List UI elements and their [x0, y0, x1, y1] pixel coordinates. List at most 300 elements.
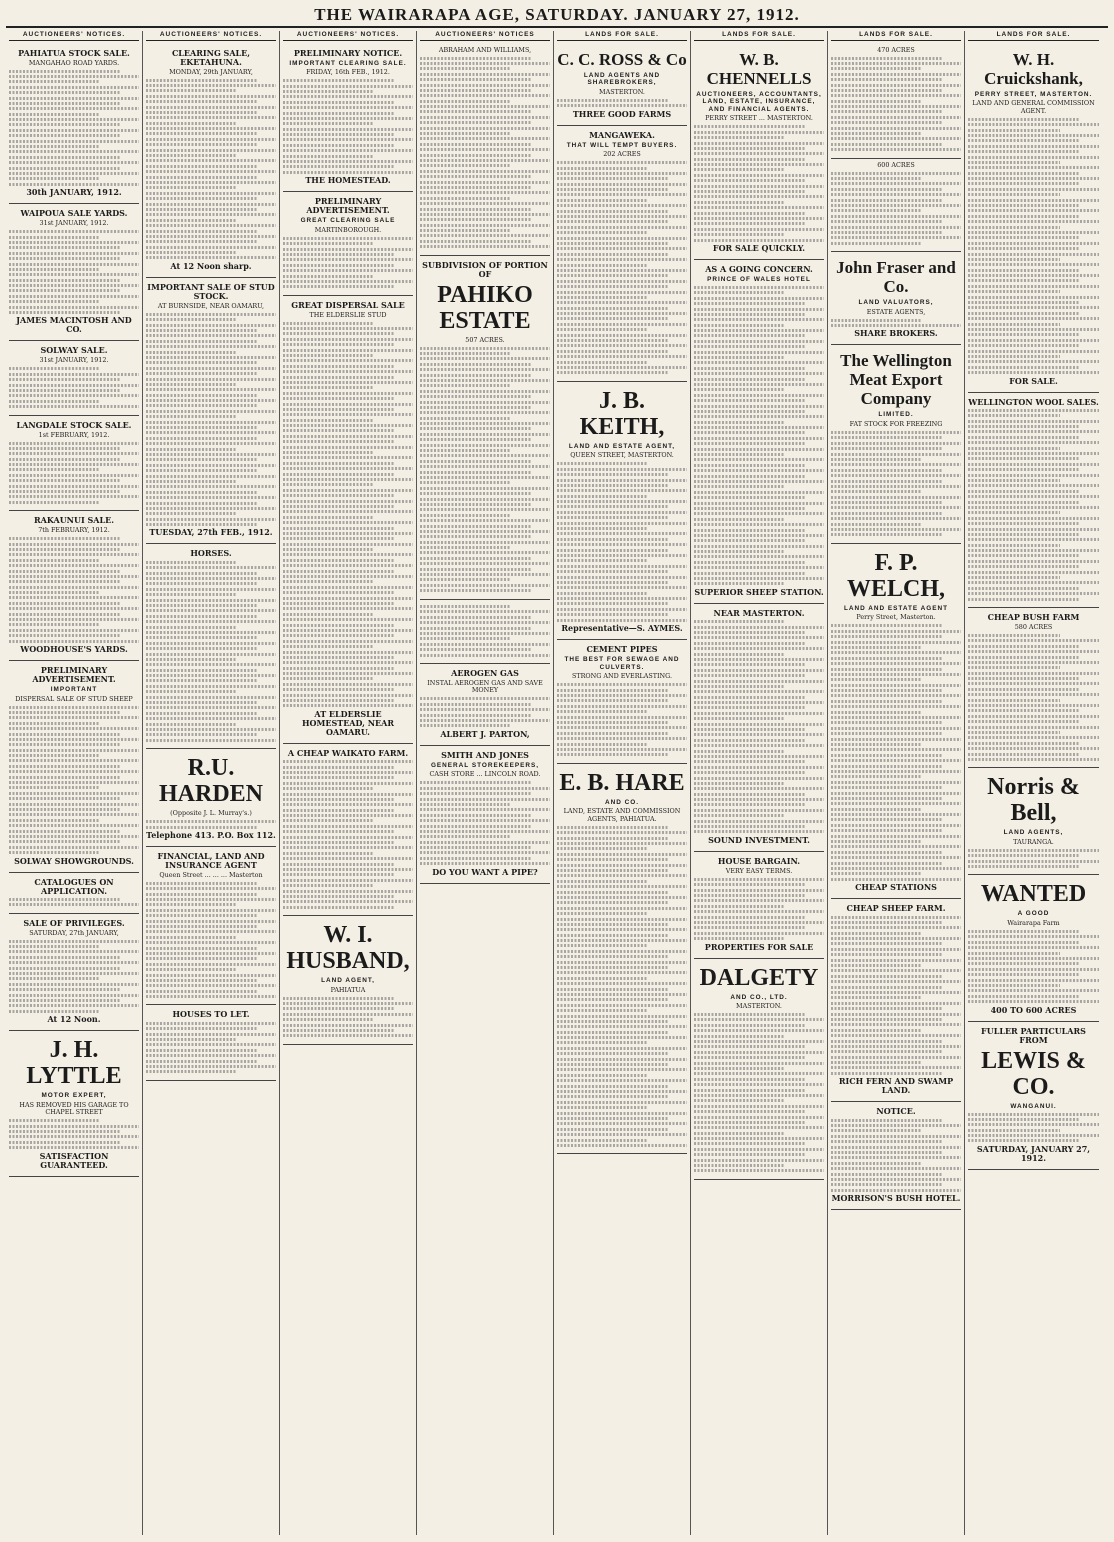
- text-line: [831, 964, 922, 967]
- text-line: [694, 1132, 785, 1135]
- text-line: [694, 793, 805, 796]
- text-line: [420, 148, 550, 151]
- text-line: [420, 851, 550, 854]
- text-line: [9, 835, 139, 838]
- text-line: [557, 1041, 648, 1044]
- text-line: [9, 792, 139, 795]
- text-line: [9, 940, 139, 943]
- text-line: [557, 837, 668, 840]
- ad-title: PRELIMINARY NOTICE.: [293, 47, 403, 58]
- text-line: [283, 591, 394, 594]
- text-line: [9, 311, 120, 314]
- text-line: [557, 489, 687, 492]
- text-line: [9, 770, 139, 773]
- text-line: [557, 204, 687, 207]
- text-line: [831, 1162, 922, 1165]
- text-line: [694, 1121, 805, 1124]
- advertisement: [831, 252, 961, 345]
- text-line: [283, 403, 413, 406]
- text-line: [831, 786, 942, 789]
- text-line: [968, 645, 1079, 648]
- text-line: [146, 712, 257, 715]
- text-line: [694, 405, 824, 408]
- text-line: [146, 165, 257, 168]
- text-line: [831, 1119, 942, 1122]
- text-line: [694, 690, 824, 693]
- text-line: [831, 1140, 942, 1143]
- ad-lead: 1st FEBRUARY, 1912.: [38, 430, 110, 439]
- ad-subtitle: A GOOD: [1017, 910, 1050, 918]
- text-line: [9, 295, 139, 298]
- text-line: [831, 845, 961, 848]
- text-line: [420, 714, 531, 717]
- text-line: [831, 630, 961, 633]
- text-line: [694, 394, 824, 397]
- text-line: [831, 727, 961, 730]
- text-line: [968, 587, 1079, 590]
- text-line: [557, 1015, 687, 1018]
- text-line: [9, 749, 139, 752]
- text-line: [9, 183, 139, 186]
- advertisement: [9, 914, 139, 1031]
- text-line: [694, 636, 824, 639]
- text-line: [557, 901, 668, 904]
- text-line: [557, 1079, 687, 1082]
- text-line: [146, 111, 257, 114]
- text-line: [420, 551, 550, 554]
- text-line: [146, 826, 257, 829]
- text-line: [968, 979, 1099, 982]
- ad-subtitle: PRINCE OF WALES HOTEL: [707, 275, 811, 283]
- text-line: [9, 956, 120, 959]
- text-line: [694, 239, 824, 242]
- text-line: [420, 127, 550, 130]
- text-line: [146, 733, 257, 736]
- text-line: [283, 532, 413, 535]
- text-line: [968, 715, 1099, 718]
- text-line: [694, 469, 824, 472]
- text-line: [283, 435, 413, 438]
- text-line: [283, 408, 394, 411]
- text-line: [420, 578, 511, 581]
- text-line: [557, 344, 687, 347]
- text-line: [283, 602, 394, 605]
- text-line: [420, 610, 550, 613]
- advertisement: [968, 44, 1099, 393]
- advertisement: [9, 511, 139, 661]
- text-line: [557, 699, 668, 702]
- text-line: [146, 984, 276, 987]
- text-line: [557, 1144, 687, 1147]
- text-line: [9, 972, 139, 975]
- text-line: [831, 743, 922, 746]
- text-line: [9, 246, 120, 249]
- text-line: [146, 372, 257, 375]
- text-line: [283, 338, 413, 341]
- text-line: [831, 792, 961, 795]
- text-line: [694, 383, 824, 386]
- text-line: [283, 760, 413, 763]
- text-line: [420, 471, 531, 474]
- text-line: [146, 404, 257, 407]
- ad-footer: SATISFACTION GUARANTEED.: [39, 1150, 109, 1170]
- text-line: [831, 528, 961, 531]
- ad-lead: QUEEN STREET, MASTERTON.: [570, 451, 674, 460]
- ad-display-name: R.U. HARDEN: [158, 755, 263, 808]
- text-line: [831, 694, 961, 697]
- text-line: [146, 143, 257, 146]
- advertisement: [420, 664, 550, 746]
- text-line: [283, 365, 394, 368]
- text-line: [831, 1178, 961, 1181]
- text-line: [420, 825, 531, 828]
- text-line: [831, 231, 942, 234]
- text-line: [9, 586, 139, 589]
- ad-title: NOTICE.: [876, 1106, 916, 1117]
- text-line: [557, 323, 687, 326]
- advertisement: [283, 916, 413, 1045]
- text-line: [968, 468, 1079, 471]
- text-line: [146, 399, 276, 402]
- text-line: [557, 912, 648, 915]
- text-line: [557, 726, 687, 729]
- text-line: [694, 566, 824, 569]
- text-line: [283, 570, 394, 573]
- ad-subtitle: AND CO., LTD.: [730, 993, 788, 1001]
- text-line: [831, 148, 961, 151]
- text-line: [831, 319, 922, 322]
- text-line: [146, 502, 257, 505]
- text-line: [694, 582, 785, 585]
- text-line: [146, 469, 257, 472]
- text-line: [831, 496, 961, 499]
- text-line: [146, 496, 276, 499]
- text-line: [146, 181, 276, 184]
- text-line: [968, 139, 1079, 142]
- text-line: [557, 971, 687, 974]
- text-line: [694, 825, 805, 828]
- ad-display-name: The Wellington Meat Export Company: [840, 351, 952, 409]
- text-line: [283, 771, 413, 774]
- ad-title: GREAT DISPERSAL SALE: [291, 299, 405, 310]
- text-line: [557, 1031, 668, 1034]
- text-line: [831, 110, 942, 113]
- text-line: [831, 975, 942, 978]
- column-6: [691, 31, 828, 1535]
- text-line: [968, 854, 1079, 857]
- text-line: [557, 743, 648, 746]
- ad-subtitle: LAND AND ESTATE AGENT: [843, 604, 949, 612]
- text-line: [420, 819, 550, 822]
- text-line: [283, 264, 394, 267]
- text-line: [557, 334, 687, 337]
- text-line: [694, 1094, 824, 1097]
- text-line: [146, 599, 276, 602]
- text-line: [9, 706, 139, 709]
- text-line: [968, 436, 1079, 439]
- text-line: [557, 274, 668, 277]
- text-line: [146, 95, 276, 98]
- text-line: [9, 140, 139, 143]
- text-line: [9, 1010, 100, 1013]
- advertisement: [831, 345, 961, 543]
- text-line: [831, 748, 961, 751]
- ad-lead: MARTINBOROUGH.: [314, 225, 382, 234]
- text-line: [968, 161, 1060, 164]
- text-line: [557, 269, 687, 272]
- text-line: [9, 134, 120, 137]
- ad-title: SUBDIVISION OF PORTION OF: [422, 259, 548, 279]
- ad-subtitle: AUCTIONEERS, ACCOUNTANTS, LAND, ESTATE, INSURANCE, AND FINANCIAL AGENTS.: [696, 90, 822, 113]
- text-line: [420, 395, 531, 398]
- text-line: [420, 229, 511, 232]
- advertisement: [146, 847, 276, 1006]
- text-line: [420, 245, 550, 248]
- text-line: [968, 193, 1060, 196]
- text-line: [694, 830, 824, 833]
- ad-lead: 31st JANUARY, 1912.: [39, 356, 109, 365]
- advertisement: [968, 768, 1099, 875]
- text-line: [557, 355, 687, 358]
- text-line: [968, 172, 1079, 175]
- text-line: [420, 191, 550, 194]
- text-line: [557, 689, 668, 692]
- text-line: [557, 710, 648, 713]
- text-line: [831, 862, 942, 865]
- text-line: [557, 473, 668, 476]
- text-line: [968, 650, 1099, 653]
- text-line: [146, 256, 276, 259]
- text-line: [694, 507, 805, 510]
- ad-display-name: WANTED: [980, 881, 1087, 908]
- ad-subtitle: IMPORTANT CLEARING SALE.: [289, 59, 407, 67]
- text-line: [283, 580, 374, 583]
- text-line: [420, 846, 531, 849]
- text-line: [694, 1126, 824, 1129]
- text-line: [557, 312, 687, 315]
- ad-lead: SATURDAY, 27th JANUARY,: [29, 928, 119, 937]
- text-line: [694, 1110, 805, 1113]
- text-line: [146, 507, 276, 510]
- text-line: [9, 367, 100, 370]
- text-line: [831, 765, 942, 768]
- text-line: [968, 1000, 1099, 1003]
- text-line: [694, 626, 824, 629]
- text-line: [420, 363, 531, 366]
- text-line: [283, 793, 413, 796]
- ad-lead: MANGAHAO ROAD YARDS.: [28, 58, 120, 67]
- text-line: [557, 880, 648, 883]
- advertisement: [146, 1005, 276, 1080]
- ad-footer: TUESDAY, 27th FEB., 1912.: [149, 527, 273, 538]
- advertisement: [968, 393, 1099, 608]
- text-line: [831, 1173, 942, 1176]
- text-line: [146, 106, 276, 109]
- text-line: [694, 814, 785, 817]
- text-line: [146, 642, 276, 645]
- text-line: [694, 739, 805, 742]
- text-line: [283, 419, 374, 422]
- text-line: [283, 386, 374, 389]
- text-line: [831, 1061, 922, 1064]
- text-line: [831, 1018, 942, 1021]
- text-line: [9, 738, 139, 741]
- text-line: [968, 215, 1079, 218]
- text-line: [283, 688, 394, 691]
- text-line: [557, 988, 668, 991]
- text-line: [831, 716, 961, 719]
- text-line: [146, 685, 276, 688]
- text-line: [9, 967, 120, 970]
- text-line: [9, 983, 139, 986]
- text-line: [557, 516, 668, 519]
- text-line: [694, 669, 824, 672]
- text-line: [831, 1013, 961, 1016]
- text-line: [968, 1118, 1079, 1121]
- text-line: [283, 106, 413, 109]
- text-line: [831, 447, 942, 450]
- text-line: [420, 100, 511, 103]
- text-line: [9, 70, 120, 73]
- text-line: [831, 188, 942, 191]
- text-line: [694, 480, 824, 483]
- text-line: [557, 891, 668, 894]
- text-line: [420, 186, 531, 189]
- advertisement: [831, 899, 961, 1102]
- text-line: [694, 421, 785, 424]
- advertisement: [9, 44, 139, 205]
- text-line: [420, 208, 531, 211]
- text-line: [146, 388, 276, 391]
- text-line: [420, 637, 511, 640]
- text-line: [694, 496, 805, 499]
- text-line: [9, 564, 139, 567]
- text-line: [831, 759, 961, 762]
- text-line: [557, 864, 687, 867]
- text-line: [146, 974, 276, 977]
- text-line: [694, 620, 785, 623]
- text-line: [283, 85, 413, 88]
- text-line: [694, 308, 824, 311]
- text-line: [557, 896, 687, 899]
- text-line: [557, 826, 668, 829]
- text-line: [831, 824, 961, 827]
- text-line: [9, 988, 120, 991]
- text-line: [968, 666, 1060, 669]
- text-line: [9, 447, 120, 450]
- text-line: [694, 760, 805, 763]
- text-line: [146, 728, 276, 731]
- text-line: [831, 1129, 922, 1132]
- advertisement: [557, 764, 687, 1155]
- text-line: [146, 909, 276, 912]
- text-line: [968, 242, 1099, 245]
- text-line: [420, 857, 531, 860]
- text-line: [831, 959, 961, 962]
- text-line: [9, 776, 120, 779]
- text-line: [831, 89, 942, 92]
- text-line: [557, 527, 648, 530]
- text-line: [557, 1101, 687, 1104]
- text-line: [968, 204, 1079, 207]
- text-line: [694, 899, 824, 902]
- text-line: [146, 518, 276, 521]
- ad-title: SOLWAY SALE.: [40, 345, 108, 356]
- text-line: [557, 885, 687, 888]
- text-line: [283, 359, 413, 362]
- text-line: [420, 492, 531, 495]
- ad-lead: 507 ACRES.: [465, 335, 505, 344]
- text-line: [9, 1141, 120, 1144]
- text-line: [9, 618, 139, 621]
- text-line: [831, 738, 961, 741]
- text-line: [968, 134, 1099, 137]
- text-line: [694, 426, 824, 429]
- text-line: [694, 1029, 824, 1032]
- text-line: [831, 829, 942, 832]
- text-line: [694, 894, 805, 897]
- text-line: [420, 417, 511, 420]
- text-line: [146, 523, 257, 526]
- text-line: [420, 460, 531, 463]
- text-line: [557, 842, 687, 845]
- text-line: [557, 1106, 648, 1109]
- text-line: [694, 388, 785, 391]
- text-line: [694, 1040, 824, 1043]
- text-line: [420, 89, 531, 92]
- text-line: [146, 383, 237, 386]
- ad-title: CHEAP SHEEP FARM.: [846, 903, 946, 914]
- text-line: [968, 693, 1099, 696]
- ad-subtitle: LIMITED.: [878, 411, 914, 419]
- text-line: [968, 731, 1060, 734]
- text-line: [146, 203, 276, 206]
- ad-title: IMPORTANT SALE OF STUD STOCK.: [147, 281, 275, 301]
- text-line: [146, 437, 257, 440]
- text-line: [9, 485, 139, 488]
- text-line: [557, 565, 687, 568]
- text-line: [694, 142, 824, 145]
- text-line: [146, 367, 276, 370]
- text-line: [283, 95, 413, 98]
- text-line: [557, 831, 687, 834]
- text-line: [420, 411, 550, 414]
- ad-display-name: LEWIS & CO.: [981, 1047, 1086, 1100]
- text-line: [557, 944, 648, 947]
- text-line: [283, 349, 413, 352]
- text-line: [146, 79, 257, 82]
- text-line: [9, 613, 120, 616]
- text-line: [420, 584, 550, 587]
- text-line: [831, 1007, 942, 1010]
- text-line: [968, 554, 1079, 557]
- text-line: [831, 818, 942, 821]
- text-line: [557, 468, 687, 471]
- text-line: [968, 930, 1079, 933]
- text-line: [968, 447, 1060, 450]
- text-line: [968, 973, 1079, 976]
- text-line: [968, 209, 1099, 212]
- text-line: [420, 648, 531, 651]
- text-line: [831, 705, 961, 708]
- text-line: [283, 825, 413, 828]
- text-line: [694, 577, 824, 580]
- text-line: [557, 1074, 648, 1077]
- text-line: [9, 840, 120, 843]
- text-line: [420, 368, 550, 371]
- text-line: [9, 150, 139, 153]
- text-line: [968, 145, 1099, 148]
